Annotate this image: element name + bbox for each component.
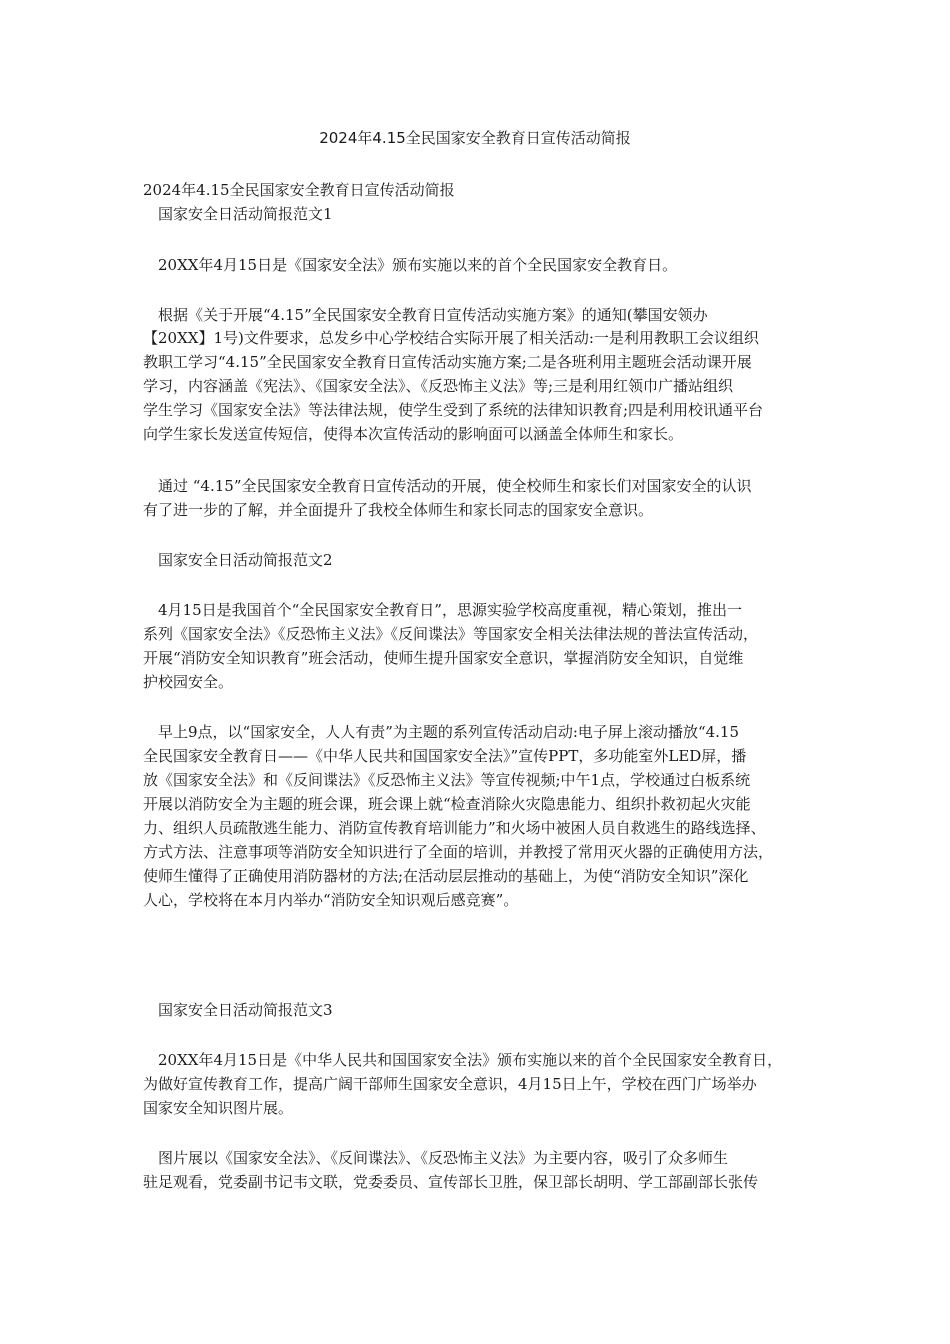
- paragraph-line: 学生学习《国家安全法》等法律法规，使学生受到了系统的法律知识教育;四是利用校讯通平台: [143, 401, 764, 419]
- paragraph-line: 通过 “4.15”全民国家安全教育日宣传活动的开展，使全校师生和家长们对国家安全的认识: [158, 477, 752, 495]
- paragraph-line: 全民国家安全教育日——《中华人民共和国国家安全法》”宣传PPT，多功能室外LED屏，播: [143, 747, 747, 765]
- paragraph-line: 护校园安全。: [143, 673, 234, 691]
- paragraph-line: 【20XX】1号)文件要求，总发乡中心学校结合实际开展了相关活动:一是利用教职工会议组织: [143, 329, 759, 347]
- paragraph-line: 教职工学习“4.15”全民国家安全教育日宣传活动实施方案;二是各班利用主题班会活动课开展: [143, 353, 752, 371]
- paragraph-line: 向学生家长发送宣传短信，使得本次宣传活动的影响面可以涵盖全体师生和家长。: [143, 425, 684, 443]
- paragraph-line: 开展“消防安全知识教育”班会活动，使师生提升国家安全意识，掌握消防安全知识，自觉维: [143, 649, 744, 667]
- paragraph-line: 图片展以《国家安全法》、《反间谍法》、《反恐怖主义法》为主要内容，吸引了众多师生: [158, 1149, 729, 1167]
- paragraph-line: 4月15日是我国首个“全民国家安全教育日”，思源实验学校高度重视，精心策划，推出一: [158, 601, 742, 619]
- section-heading-2: 国家安全日活动简报范文2: [158, 551, 333, 569]
- section-heading-1: 国家安全日活动简报范文1: [158, 205, 333, 223]
- paragraph-line: 开展以消防安全为主题的班会课，班会课上就“检查消除火灾隐患能力、组织扑救初起火灾能: [143, 795, 751, 813]
- paragraph-line: 方式方法、注意事项等消防安全知识进行了全面的培训，并教授了常用灭火器的正确使用方法，: [143, 843, 774, 861]
- paragraph-line: 根据《关于开展“4.15”全民国家安全教育日宣传活动实施方案》的通知(攀国安领办: [158, 306, 708, 324]
- paragraph-line: 力、组织人员疏散逃生能力、消防宣传教育培训能力”和火场中被困人员自救逃生的路线选择、: [143, 819, 766, 837]
- paragraph-line: 有了进一步的了解，并全面提升了我校全体师生和家长同志的国家安全意识。: [143, 501, 654, 519]
- paragraph-line: 为做好宣传教育工作，提高广阔干部师生国家安全意识，4月15日上午，学校在西门广场举办: [143, 1075, 757, 1093]
- paragraph-line: 国家安全知识图片展。: [143, 1099, 294, 1117]
- document-subtitle: 2024年4.15全民国家安全教育日宣传活动简报: [143, 181, 455, 199]
- paragraph-line: 放《国家安全法》和《反间谍法》《反恐怖主义法》等宣传视频;中午1点，学校通过白板系统: [143, 771, 751, 789]
- paragraph-line: 系列《国家安全法》《反恐怖主义法》《反间谍法》等国家安全相关法律法规的普法宣传活动，: [143, 625, 759, 643]
- paragraph-line: 早上9点，以“国家安全，人人有责”为主题的系列宣传活动启动:电子屏上滚动播放“4.15: [158, 723, 740, 741]
- paragraph-line: 20XX年4月15日是《国家安全法》颁布实施以来的首个全民国家安全教育日。: [158, 256, 678, 274]
- paragraph-line: 人心，学校将在本月内举办“消防安全知识观后感竞赛”。: [143, 891, 519, 909]
- section-heading-3: 国家安全日活动简报范文3: [158, 1001, 333, 1019]
- paragraph-line: 学习，内容涵盖《宪法》、《国家安全法》、《反恐怖主义法》等;三是利用红领巾广播站组织: [143, 377, 734, 395]
- page-title: 2024年4.15全民国家安全教育日宣传活动简报: [319, 129, 631, 147]
- paragraph-line: 驻足观看，党委副书记韦文联，党委委员、宣传部长卫胜，保卫部长胡明、学工部副部长张传: [143, 1173, 759, 1191]
- paragraph-line: 20XX年4月15日是《中华人民共和国国家安全法》颁布实施以来的首个全民国家安全教育日，: [158, 1051, 783, 1069]
- paragraph-line: 使师生懂得了正确使用消防器材的方法;在活动层层推动的基础上，为使“消防安全知识”深化: [143, 867, 749, 885]
